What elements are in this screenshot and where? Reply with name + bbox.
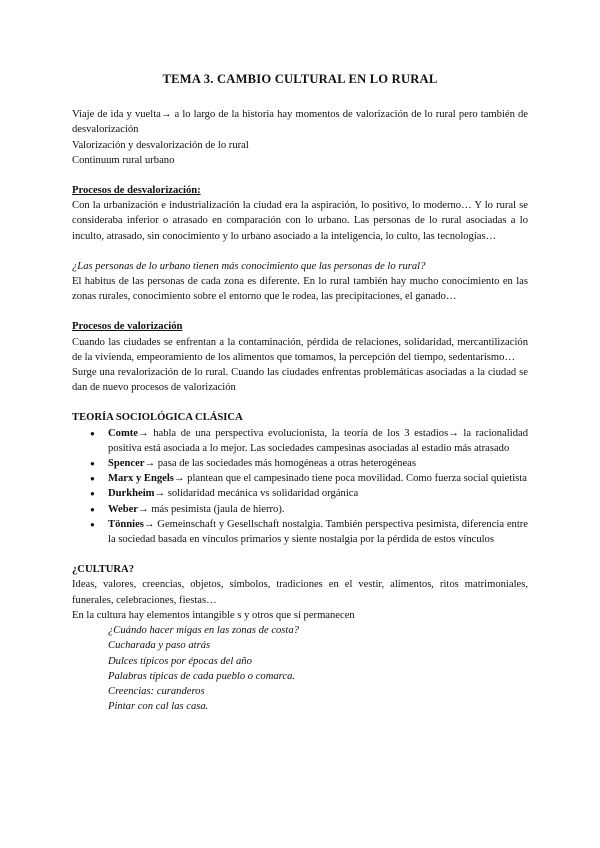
theorist-name: Comte (108, 427, 139, 439)
example-line: Cucharada y paso atrás (108, 640, 211, 652)
example-line: Palabras típicas de cada pueblo o comarca. (108, 670, 296, 682)
paragraph: Con la urbanización e industrialización la ciudad era la aspiración, lo positivo, lo moderno… Y lo rural se consideraba inferior o atrasado en comparación con lo urbano. Las personas de lo rural asociadas a lo inculto, atrasado, sin conocimiento y lo urbano asociado a la inteligencia, lo culto, las tecnologías… (72, 200, 528, 242)
theorist-list (72, 426, 528, 548)
section-heading-cultura: ¿CULTURA? (72, 564, 135, 576)
intro-line: Viaje de ida y vuelta→ a lo largo de la historia hay momentos de valorización de lo rural pero también de desvalorización (72, 109, 528, 136)
list-item (108, 486, 528, 501)
example-line: Pintar con cal las casa. (108, 701, 209, 713)
example-line: Dulces típicos por épocas del año (108, 655, 252, 667)
theorist-text: → más pesimista (jaula de hierro). (138, 503, 285, 515)
theorist-text: → Gemeinschaft y Gesellschaft nostalgia. También perspectiva pesimista, diferencia entre la sociedad basada en vínculos primarios y siente nostalgia por la pérdida de estos vínculos (108, 518, 528, 546)
page-title: TEMA 3. CAMBIO CULTURAL EN LO RURAL (162, 72, 438, 86)
paragraph: En la cultura hay elementos intangible s y otros que sí permanecen (72, 609, 355, 621)
list-item (108, 471, 528, 486)
section-heading-desvalorizacion: Procesos de desvalorización: (72, 185, 201, 197)
list-item (108, 426, 528, 456)
section-heading-teoria: TEORÍA SOCIOLÓGICA CLÁSICA (72, 412, 243, 424)
theorist-text: → plantean que el campesinado tiene poca movilidad. Como fuerza social quietista (173, 473, 527, 485)
paragraph: El habitus de las personas de cada zona es diferente. En lo rural también hay mucho conocimiento en las zonas rurales, conocimiento sobre el entorno que le rodea, las precipitaciones, el ganado… (72, 276, 528, 303)
paragraph: Cuando las ciudades se enfrentan a la contaminación, pérdida de relaciones, solidaridad, mercantilización de la vivienda, empeoramiento de los alimentos que tomamos, la percepción del tiempo, sedentarismo… (72, 336, 528, 363)
theorist-name: Spencer (108, 458, 145, 470)
theorist-text: → pasa de las sociedades más homogéneas a otras heterogéneas (144, 458, 416, 470)
example-line: Creencias: curanderos (108, 685, 205, 697)
list-item (108, 456, 528, 471)
example-line: ¿Cuándo hacer migas en las zonas de costa? (108, 625, 299, 637)
list-item (108, 502, 528, 517)
question: ¿Las personas de lo urbano tienen más conocimiento que las personas de lo rural? (72, 260, 426, 272)
theorist-text: → solidaridad mecánica vs solidaridad orgánica (154, 488, 359, 500)
theorist-name: Weber (108, 503, 139, 515)
section-heading-valorizacion: Procesos de valorización (72, 321, 183, 333)
paragraph: Ideas, valores, creencias, objetos, símbolos, tradiciones en el vestir, alimentos, ritos matrimoniales, funerales, celebraciones, fiestas… (72, 579, 528, 606)
theorist-name: Marx y Engels (108, 473, 174, 485)
intro-line: Valorización y desvalorización de lo rural (72, 139, 249, 151)
theorist-name: Durkheim (108, 488, 155, 500)
intro-line: Continuum rural urbano (72, 154, 175, 166)
theorist-text: → habla de una perspectiva evolucionista, la teoría de los 3 estadios→ la racionalidad positiva está asociada a lo mejor. Las sociedades campesinas asociadas al estadio más atrasado (108, 427, 528, 454)
list-item (108, 517, 528, 547)
document-page (72, 72, 528, 714)
paragraph: Surge una revalorización de lo rural. Cuando las ciudades enfrentas problemáticas asociadas a la ciudad se dan de nuevo procesos de valorización (72, 367, 528, 394)
theorist-name: Tönnies (108, 518, 144, 530)
